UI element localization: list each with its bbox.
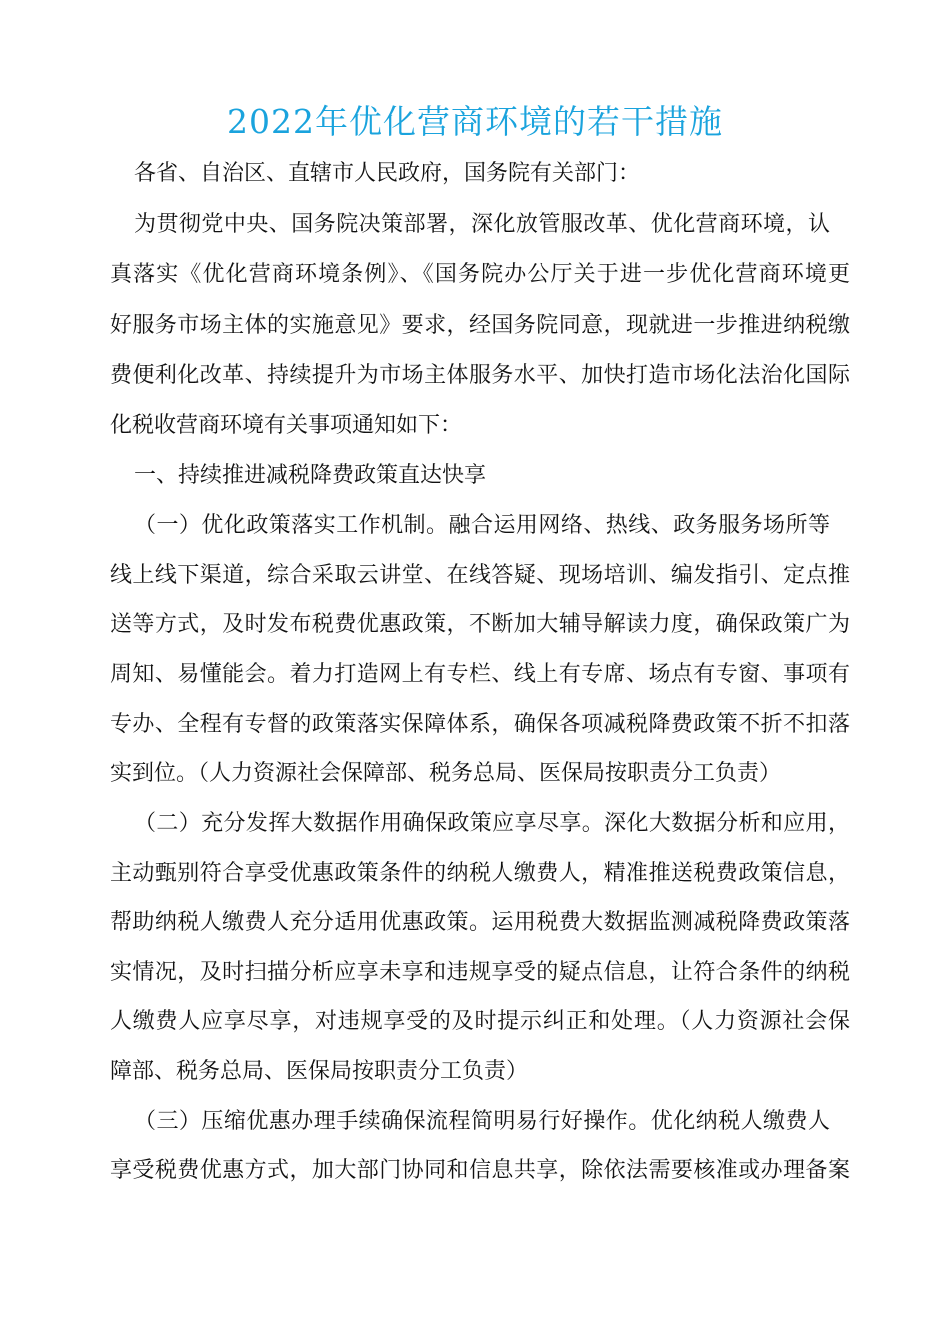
paragraph-line: 化税收营商环境有关事项通知如下： xyxy=(110,413,463,438)
document-title: 2022年优化营商环境的若干措施 xyxy=(227,102,723,141)
paragraph-line: （二）充分发挥大数据作用确保政策应享尽享。深化大数据分析和应用， xyxy=(134,811,850,836)
paragraph-line: （三）压缩优惠办理手续确保流程简明易行好操作。优化纳税人缴费人 xyxy=(134,1109,830,1134)
paragraph-line: （一）优化政策落实工作机制。融合运用网络、热线、政务服务场所等 xyxy=(134,513,830,538)
paragraph-line: 送等方式，及时发布税费优惠政策，不断加大辅导解读力度，确保政策广为 xyxy=(110,612,850,637)
paragraph-line: 好服务市场主体的实施意见》要求，经国务院同意，现就进一步推进纳税缴 xyxy=(110,313,850,338)
paragraph-line: 为贯彻党中央、国务院决策部署，深化放管服改革、优化营商环境，认 xyxy=(134,212,830,237)
paragraph-line: 线上线下渠道，综合采取云讲堂、在线答疑、现场培训、编发指引、定点推 xyxy=(110,563,850,588)
paragraph-line: 障部、税务总局、医保局按职责分工负责） xyxy=(110,1059,529,1084)
salutation-line: 各省、自治区、直辖市人民政府，国务院有关部门： xyxy=(134,161,641,186)
paragraph-line: 人缴费人应享尽享，对违规享受的及时提示纠正和处理。（人力资源社会保 xyxy=(110,1009,850,1034)
paragraph-line: 主动甄别符合享受优惠政策条件的纳税人缴费人，精准推送税费政策信息， xyxy=(110,861,850,886)
paragraph-line: 实情况，及时扫描分析应享未享和违规享受的疑点信息，让符合条件的纳税 xyxy=(110,960,850,985)
paragraph-line: 专办、全程有专督的政策落实保障体系，确保各项减税降费政策不折不扣落 xyxy=(110,712,850,737)
section-heading: 一、持续推进减税降费政策直达快享 xyxy=(134,463,487,488)
paragraph-line: 享受税费优惠方式，加大部门协同和信息共享，除依法需要核准或办理备案 xyxy=(110,1158,850,1183)
paragraph-line: 周知、易懂能会。着力打造网上有专栏、线上有专席、场点有专窗、事项有 xyxy=(110,662,850,687)
paragraph-line: 实到位。（人力资源社会保障部、税务总局、医保局按职责分工负责） xyxy=(110,761,782,786)
paragraph-line: 帮助纳税人缴费人充分适用优惠政策。运用税费大数据监测减税降费政策落 xyxy=(110,910,850,935)
paragraph-line: 真落实《优化营商环境条例》、《国务院办公厅关于进一步优化营商环境更 xyxy=(110,262,850,287)
paragraph-line: 费便利化改革、持续提升为市场主体服务水平、加快打造市场化法治化国际 xyxy=(110,363,850,388)
